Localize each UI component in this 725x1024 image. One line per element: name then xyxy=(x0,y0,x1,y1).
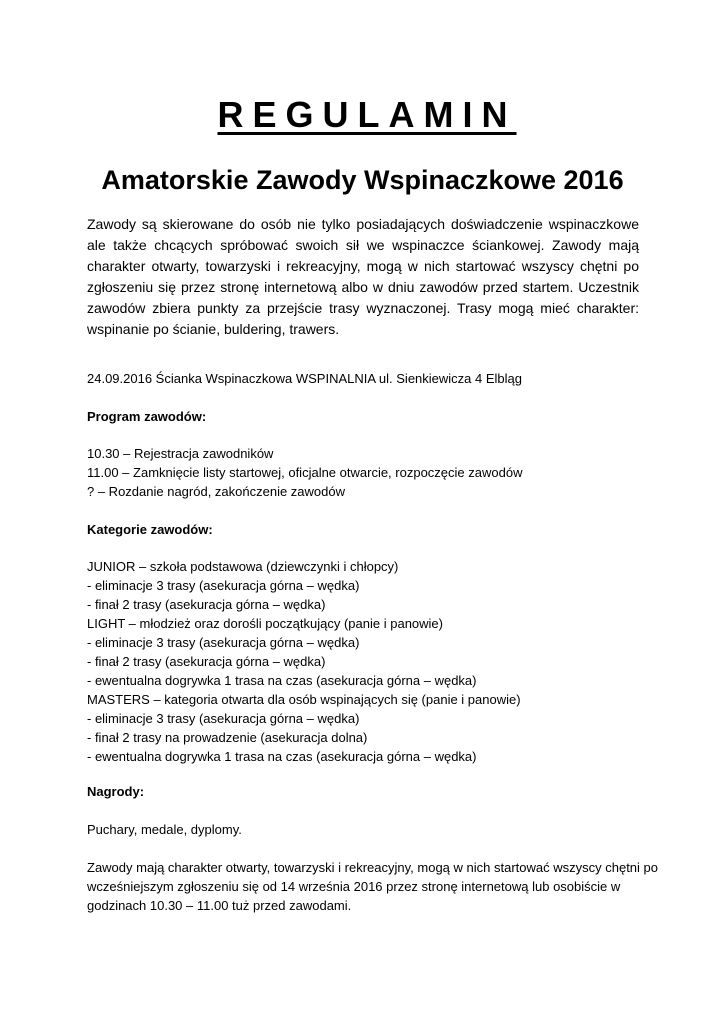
category-line: MASTERS – kategoria otwarta dla osób wspinających się (panie i panowie) xyxy=(87,692,521,707)
event-info xyxy=(87,369,647,388)
document-title-text: REGULAMIN xyxy=(217,94,517,135)
category-line: - ewentualna dogrywka 1 trasa na czas (asekuracja górna – wędka) xyxy=(87,749,477,764)
category-line: - eliminacje 3 trasy (asekuracja górna – wędka) xyxy=(87,711,360,726)
category-line: - eliminacje 3 trasy (asekuracja górna – wędka) xyxy=(87,578,360,593)
prizes-section xyxy=(87,782,647,801)
categories-list xyxy=(87,557,647,766)
category-line: - eliminacje 3 trasy (asekuracja górna – wędka) xyxy=(87,635,360,650)
document-subtitle: Amatorskie Zawody Wspinaczkowe 2016 xyxy=(101,165,624,195)
program-item: 10.30 – Rejestracja zawodników xyxy=(87,446,274,461)
categories-heading: Kategorie zawodów: xyxy=(87,522,213,537)
category-line: JUNIOR – szkoła podstawowa (dziewczynki i chłopcy) xyxy=(87,559,399,574)
category-line: - ewentualna dogrywka 1 trasa na czas (asekuracja górna – wędka) xyxy=(87,673,477,688)
closing-line: godzinach 10.30 – 11.00 tuż przed zawodami. xyxy=(87,898,352,913)
program-item: 11.00 – Zamknięcie listy startowej, oficjalne otwarcie, rozpoczęcie zawodów xyxy=(87,465,523,480)
program-section xyxy=(87,407,647,426)
closing-line: wcześniejszym zgłoszeniu się od 14 września 2016 przez stronę internetową lub osobiście w xyxy=(87,879,621,894)
category-line: LIGHT – młodzież oraz dorośli początkujący (panie i panowie) xyxy=(87,616,443,631)
prizes-text: Puchary, medale, dyplomy. xyxy=(87,822,242,837)
categories-section xyxy=(87,520,647,539)
program-heading: Program zawodów: xyxy=(87,409,207,424)
program-list xyxy=(87,444,647,501)
intro-paragraph: Zawody są skierowane do osób nie tylko posiadających doświadczenie wspinaczkowe ale także chcących spróbować swoich sił we wspinaczce ściankowej. Zawody mają charakter otwarty, towarzyski i rekreacyjny, mogą w nich startować wszyscy chętni po zgłoszeniu się przez stronę internetową albo w dniu zawodów przed startem. Uczestnik zawodów zbiera punkty za przejście trasy wyznaczonej. Trasy mogą mieć charakter: wspinanie po ścianie, buldering, trawers. xyxy=(87,216,639,337)
prizes-heading: Nagrody: xyxy=(87,784,145,799)
document-title xyxy=(0,90,725,140)
category-line: - finał 2 trasy (asekuracja górna – wędka) xyxy=(87,654,326,669)
category-line: - finał 2 trasy (asekuracja górna – wędka) xyxy=(87,597,326,612)
program-item: ? – Rozdanie nagród, zakończenie zawodów xyxy=(87,484,346,499)
prizes-text-block xyxy=(87,820,647,839)
category-line: - finał 2 trasy na prowadzenie (asekuracja dolna) xyxy=(87,730,368,745)
event-info-text: 24.09.2016 Ścianka Wspinaczkowa WSPINALNIA ul. Sienkiewicza 4 Elbląg xyxy=(87,371,522,386)
closing-line: Zawody mają charakter otwarty, towarzyski i rekreacyjny, mogą w nich startować wszyscy chętni po xyxy=(87,860,658,875)
closing-paragraph xyxy=(87,858,658,915)
